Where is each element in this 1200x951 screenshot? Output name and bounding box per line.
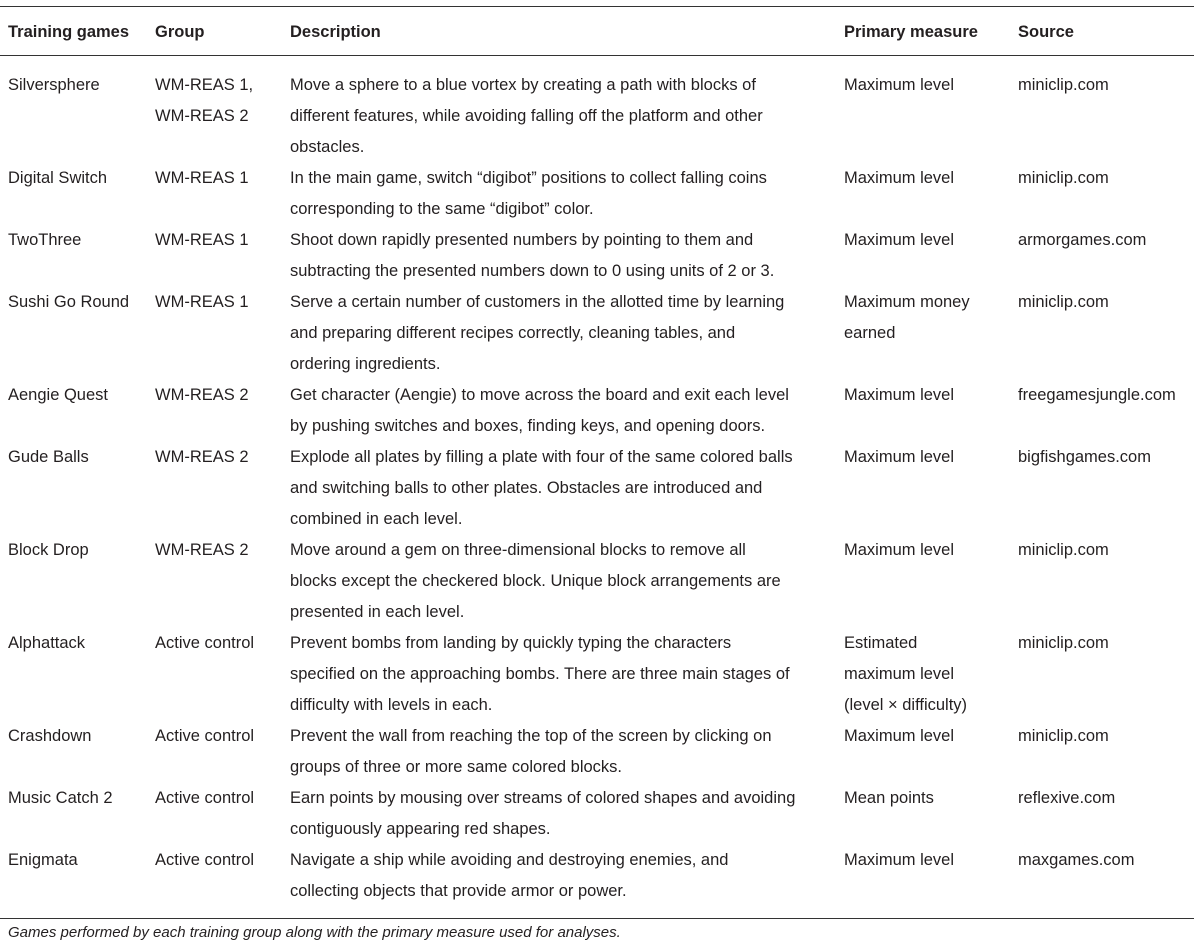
game-name-cell: Gude Balls xyxy=(8,448,89,466)
group-line: WM-REAS 1 xyxy=(155,293,249,311)
source-cell: armorgames.com xyxy=(1018,231,1147,249)
column-header-primary-measure: Primary measure xyxy=(836,7,1010,56)
game-name-cell: Music Catch 2 xyxy=(8,789,113,807)
group-line: WM-REAS 2 xyxy=(155,107,249,125)
column-header-group: Group xyxy=(147,7,282,56)
group-cell xyxy=(147,163,282,225)
column-header-training-games: Training games xyxy=(0,7,147,56)
primary-measure-cell xyxy=(836,225,1010,287)
description-line: Earn points by mousing over streams of colored shapes and avoiding xyxy=(290,789,796,807)
description-cell xyxy=(282,442,836,535)
primary-measure-cell xyxy=(836,56,1010,164)
group-line: Active control xyxy=(155,634,255,652)
measure-line: Maximum level xyxy=(844,76,955,94)
table-row xyxy=(0,56,1194,164)
primary-measure-cell xyxy=(836,721,1010,783)
game-name-cell: Sushi Go Round xyxy=(8,293,130,311)
measure-line: Maximum level xyxy=(844,231,955,249)
measure-line: maximum level xyxy=(844,665,955,683)
description-line: difficulty with levels in each. xyxy=(290,696,493,714)
group-line: WM-REAS 2 xyxy=(155,386,249,404)
source-cell: reflexive.com xyxy=(1018,789,1116,807)
description-line: contiguously appearing red shapes. xyxy=(290,820,551,838)
description-line: subtracting the presented numbers down to 0 using units of 2 or 3. xyxy=(290,262,775,280)
description-cell xyxy=(282,163,836,225)
group-cell xyxy=(147,56,282,164)
measure-line: Maximum money xyxy=(844,293,970,311)
table-row xyxy=(0,628,1194,721)
measure-line: Maximum level xyxy=(844,448,955,466)
primary-measure-cell xyxy=(836,628,1010,721)
description-line: Explode all plates by filling a plate with four of the same colored balls xyxy=(290,448,793,466)
table-row xyxy=(0,380,1194,442)
table-footnote: Games performed by each training group along with the primary measure used for analyses. xyxy=(8,924,621,941)
description-line: specified on the approaching bombs. There are three main stages of xyxy=(290,665,790,683)
header-row xyxy=(0,7,1194,56)
measure-line: Maximum level xyxy=(844,851,955,869)
game-name-cell: Block Drop xyxy=(8,541,89,559)
group-cell xyxy=(147,380,282,442)
column-header-source: Source xyxy=(1010,7,1194,56)
description-cell xyxy=(282,225,836,287)
table-header xyxy=(0,7,1194,56)
description-cell xyxy=(282,56,836,164)
description-line: obstacles. xyxy=(290,138,365,156)
description-line: Move around a gem on three-dimensional blocks to remove all xyxy=(290,541,746,559)
game-name-cell: Aengie Quest xyxy=(8,386,108,404)
source-cell: miniclip.com xyxy=(1018,541,1109,559)
group-cell xyxy=(147,845,282,919)
description-line: by pushing switches and boxes, finding keys, and opening doors. xyxy=(290,417,766,435)
primary-measure-cell xyxy=(836,442,1010,535)
table-row xyxy=(0,535,1194,628)
group-cell xyxy=(147,225,282,287)
description-line: collecting objects that provide armor or power. xyxy=(290,882,627,900)
primary-measure-cell xyxy=(836,783,1010,845)
primary-measure-cell xyxy=(836,380,1010,442)
primary-measure-cell xyxy=(836,535,1010,628)
description-line: blocks except the checkered block. Unique block arrangements are xyxy=(290,572,781,590)
description-line: Move a sphere to a blue vortex by creating a path with blocks of xyxy=(290,76,756,94)
description-line: and preparing different recipes correctly, cleaning tables, and xyxy=(290,324,736,342)
description-cell xyxy=(282,783,836,845)
description-cell xyxy=(282,721,836,783)
measure-line: Maximum level xyxy=(844,386,955,404)
description-line: Serve a certain number of customers in the allotted time by learning xyxy=(290,293,785,311)
game-name-cell: Digital Switch xyxy=(8,169,108,187)
measure-line: (level × difficulty) xyxy=(844,696,968,714)
group-cell xyxy=(147,535,282,628)
group-line: Active control xyxy=(155,789,255,807)
group-line: Active control xyxy=(155,851,255,869)
game-name-cell: Crashdown xyxy=(8,727,92,745)
measure-line: Mean points xyxy=(844,789,934,807)
measure-line: Maximum level xyxy=(844,727,955,745)
description-line: Prevent the wall from reaching the top of the screen by clicking on xyxy=(290,727,772,745)
source-cell: miniclip.com xyxy=(1018,634,1109,652)
source-cell: freegamesjungle.com xyxy=(1018,386,1176,404)
source-cell: miniclip.com xyxy=(1018,293,1109,311)
description-line: Prevent bombs from landing by quickly typing the characters xyxy=(290,634,732,652)
group-line: WM-REAS 2 xyxy=(155,541,249,559)
description-cell xyxy=(282,380,836,442)
group-cell xyxy=(147,721,282,783)
description-line: groups of three or more same colored blocks. xyxy=(290,758,622,776)
group-cell xyxy=(147,783,282,845)
group-cell xyxy=(147,628,282,721)
primary-measure-cell xyxy=(836,845,1010,919)
measure-line: earned xyxy=(844,324,896,342)
game-name-cell: Alphattack xyxy=(8,634,86,652)
table-body xyxy=(0,56,1194,919)
source-cell: miniclip.com xyxy=(1018,169,1109,187)
game-name-cell: TwoThree xyxy=(8,231,82,249)
measure-line: Maximum level xyxy=(844,169,955,187)
description-line: Get character (Aengie) to move across the board and exit each level xyxy=(290,386,789,404)
table-row xyxy=(0,721,1194,783)
description-cell xyxy=(282,287,836,380)
description-line: corresponding to the same “digibot” color. xyxy=(290,200,594,218)
description-line: In the main game, switch “digibot” positions to collect falling coins xyxy=(290,169,767,187)
source-cell: miniclip.com xyxy=(1018,727,1109,745)
source-cell: bigfishgames.com xyxy=(1018,448,1151,466)
source-cell: maxgames.com xyxy=(1010,845,1194,919)
description-cell xyxy=(282,535,836,628)
description-line: ordering ingredients. xyxy=(290,355,441,373)
column-header-description: Description xyxy=(282,7,836,56)
description-cell xyxy=(282,628,836,721)
primary-measure-cell xyxy=(836,287,1010,380)
training-games-table xyxy=(0,6,1194,919)
table-row xyxy=(0,845,1194,919)
description-line: presented in each level. xyxy=(290,603,465,621)
table-row xyxy=(0,163,1194,225)
measure-line: Maximum level xyxy=(844,541,955,559)
group-line: WM-REAS 1 xyxy=(155,169,249,187)
group-line: WM-REAS 2 xyxy=(155,448,249,466)
description-line: and switching balls to other plates. Obstacles are introduced and xyxy=(290,479,763,497)
group-line: Active control xyxy=(155,727,255,745)
table-row xyxy=(0,783,1194,845)
game-name-cell: Enigmata xyxy=(0,845,147,919)
primary-measure-cell xyxy=(836,163,1010,225)
game-name-cell: Silversphere xyxy=(8,76,100,94)
group-line: WM-REAS 1, xyxy=(155,76,254,94)
source-cell: miniclip.com xyxy=(1018,76,1109,94)
group-line: WM-REAS 1 xyxy=(155,231,249,249)
description-cell xyxy=(282,845,836,919)
measure-line: Estimated xyxy=(844,634,918,652)
description-line: Shoot down rapidly presented numbers by pointing to them and xyxy=(290,231,754,249)
group-cell xyxy=(147,442,282,535)
table-row xyxy=(0,225,1194,287)
description-line: combined in each level. xyxy=(290,510,463,528)
group-cell xyxy=(147,287,282,380)
description-line: different features, while avoiding falling off the platform and other xyxy=(290,107,763,125)
table-row xyxy=(0,442,1194,535)
description-line: Navigate a ship while avoiding and destroying enemies, and xyxy=(290,851,729,869)
table-row xyxy=(0,287,1194,380)
